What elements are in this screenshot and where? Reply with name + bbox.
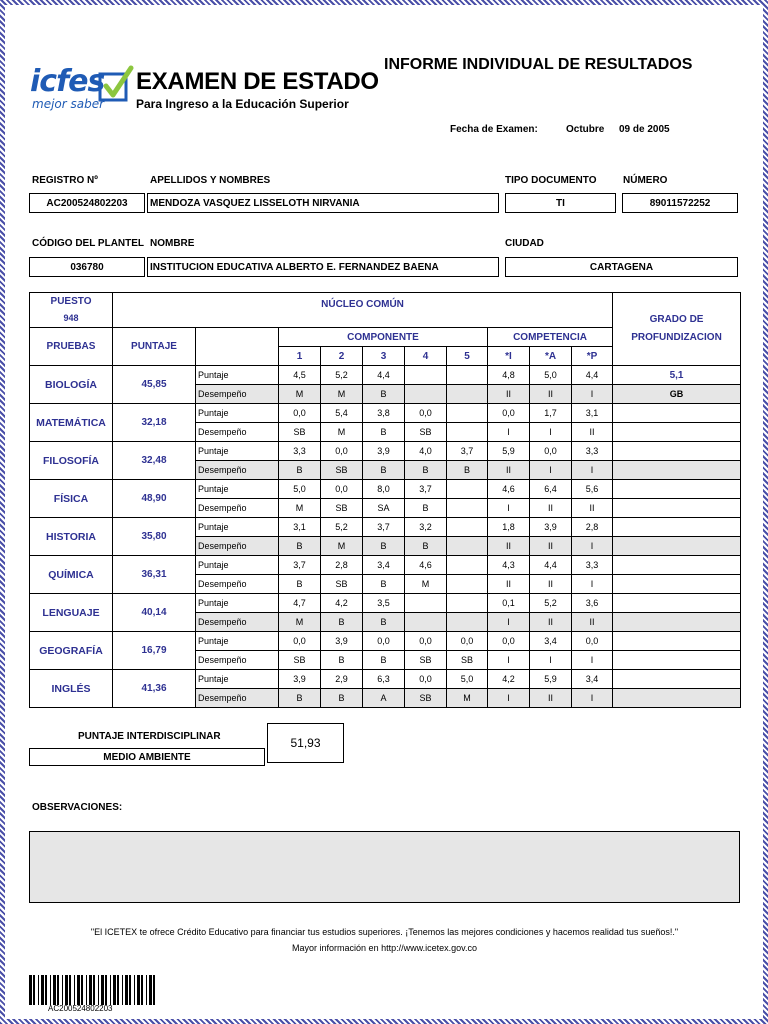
- registro-value: AC200524802203: [29, 193, 145, 213]
- puntaje-value: 4,6: [488, 480, 530, 499]
- subject-row-puntaje: [30, 670, 741, 689]
- subject-row-puntaje: [30, 518, 741, 537]
- row-label-desempeno: Desempeño: [196, 613, 279, 632]
- interdisciplinar-label: PUNTAJE INTERDISCIPLINAR: [78, 731, 221, 742]
- puntaje-value: 0,0: [530, 442, 572, 461]
- desempeno-value: [447, 423, 488, 442]
- desempeno-value: II: [530, 575, 572, 594]
- barcode-bar: [141, 975, 143, 1005]
- barcode-bar: [53, 975, 56, 1005]
- puntaje-header: PUNTAJE: [113, 328, 196, 366]
- puntaje-value: [405, 366, 447, 385]
- desempeno-value: I: [572, 575, 613, 594]
- barcode-bar: [62, 975, 63, 1005]
- puntaje-value: 4,2: [321, 594, 363, 613]
- puntaje-value: 3,5: [363, 594, 405, 613]
- puntaje-value: 5,0: [530, 366, 572, 385]
- desempeno-value: I: [572, 461, 613, 480]
- subject-name: INGLÉS: [30, 670, 113, 708]
- puntaje-value: 4,8: [488, 366, 530, 385]
- puntaje-value: 0,0: [447, 632, 488, 651]
- puntaje-value: [447, 480, 488, 499]
- desempeno-value: B: [321, 651, 363, 670]
- row-label-desempeno: Desempeño: [196, 537, 279, 556]
- subject-score: 35,80: [113, 518, 196, 556]
- subject-row-puntaje: [30, 594, 741, 613]
- puntaje-value: 4,6: [405, 556, 447, 575]
- barcode-bar: [81, 975, 83, 1005]
- subject-row-puntaje: [30, 442, 741, 461]
- row-label-desempeno: Desempeño: [196, 651, 279, 670]
- desempeno-value: M: [279, 613, 321, 632]
- desempeno-value: SB: [321, 575, 363, 594]
- subject-score: 41,36: [113, 670, 196, 708]
- row-label-puntaje: Puntaje: [196, 480, 279, 499]
- barcode-bar: [101, 975, 104, 1005]
- barcode-bar: [33, 975, 35, 1005]
- desempeno-value: II: [488, 537, 530, 556]
- puntaje-value: 0,0: [488, 632, 530, 651]
- row-label-puntaje: Puntaje: [196, 632, 279, 651]
- barcode-bar: [50, 975, 51, 1005]
- barcode-bar: [113, 975, 116, 1005]
- puntaje-value: 4,4: [572, 366, 613, 385]
- subject-score: 40,14: [113, 594, 196, 632]
- grado-desempeno: [613, 537, 741, 556]
- grado-value: [613, 442, 741, 461]
- desempeno-value: SB: [321, 461, 363, 480]
- puntaje-value: [447, 594, 488, 613]
- subject-score: 45,85: [113, 366, 196, 404]
- subject-score: 32,48: [113, 442, 196, 480]
- puntaje-value: 0,0: [488, 404, 530, 423]
- desempeno-value: [405, 613, 447, 632]
- desempeno-value: M: [279, 499, 321, 518]
- barcode-bar: [149, 975, 152, 1005]
- barcode-bar: [41, 975, 44, 1005]
- desempeno-value: B: [363, 613, 405, 632]
- barcode-bar: [38, 975, 39, 1005]
- desempeno-value: I: [488, 651, 530, 670]
- barcode-bar: [122, 975, 123, 1005]
- puntaje-value: 0,0: [279, 632, 321, 651]
- puntaje-value: 3,7: [405, 480, 447, 499]
- row-label-desempeno: Desempeño: [196, 385, 279, 404]
- desempeno-value: I: [572, 537, 613, 556]
- subject-score: 16,79: [113, 632, 196, 670]
- desempeno-value: [447, 537, 488, 556]
- barcode: [29, 975, 159, 1005]
- puntaje-value: 5,0: [447, 670, 488, 689]
- row-label-desempeno: Desempeño: [196, 689, 279, 708]
- desempeno-value: [447, 613, 488, 632]
- row-label-puntaje: Puntaje: [196, 366, 279, 385]
- puntaje-value: 3,3: [572, 556, 613, 575]
- puntaje-value: 3,4: [363, 556, 405, 575]
- barcode-bar: [77, 975, 80, 1005]
- desempeno-value: M: [405, 575, 447, 594]
- desempeno-value: B: [279, 461, 321, 480]
- puntaje-value: 5,9: [488, 442, 530, 461]
- puntaje-value: 5,4: [321, 404, 363, 423]
- nucleo-comun-header: NÚCLEO COMÚN: [113, 293, 613, 328]
- numero-value: 89011572252: [622, 193, 738, 213]
- grado-desempeno: GB: [613, 385, 741, 404]
- puntaje-value: 3,7: [363, 518, 405, 537]
- puntaje-value: 2,9: [321, 670, 363, 689]
- puntaje-value: 2,8: [321, 556, 363, 575]
- desempeno-value: B: [363, 385, 405, 404]
- desempeno-value: [447, 575, 488, 594]
- barcode-bar: [117, 975, 119, 1005]
- barcode-bar: [105, 975, 107, 1005]
- puesto-cell: [30, 293, 113, 328]
- puntaje-value: 6,3: [363, 670, 405, 689]
- puntaje-value: [447, 366, 488, 385]
- desempeno-value: SB: [279, 423, 321, 442]
- barcode-bar: [57, 975, 59, 1005]
- desempeno-value: II: [488, 575, 530, 594]
- desempeno-value: A: [363, 689, 405, 708]
- puntaje-value: 3,9: [530, 518, 572, 537]
- desempeno-value: B: [405, 537, 447, 556]
- barcode-bar: [93, 975, 95, 1005]
- desempeno-value: [447, 385, 488, 404]
- row-label-puntaje: Puntaje: [196, 556, 279, 575]
- desempeno-value: B: [405, 499, 447, 518]
- subject-score: 36,31: [113, 556, 196, 594]
- exam-subtitle: Para Ingreso a la Educación Superior: [136, 97, 349, 111]
- desempeno-value: B: [363, 651, 405, 670]
- puntaje-value: 3,9: [363, 442, 405, 461]
- desempeno-value: B: [363, 537, 405, 556]
- desempeno-value: [447, 499, 488, 518]
- puntaje-value: [447, 518, 488, 537]
- registro-label: REGISTRO Nº: [32, 175, 98, 186]
- puntaje-value: 1,7: [530, 404, 572, 423]
- barcode-bar: [110, 975, 111, 1005]
- desempeno-value: I: [488, 689, 530, 708]
- puntaje-value: 3,6: [572, 594, 613, 613]
- pruebas-header: PRUEBAS: [30, 328, 113, 366]
- grado-desempeno: [613, 423, 741, 442]
- puntaje-value: 0,1: [488, 594, 530, 613]
- puntaje-value: 3,3: [279, 442, 321, 461]
- desempeno-value: I: [530, 461, 572, 480]
- desempeno-value: B: [363, 423, 405, 442]
- subject-name: BIOLOGÍA: [30, 366, 113, 404]
- puntaje-value: 2,8: [572, 518, 613, 537]
- exam-title: EXAMEN DE ESTADO: [136, 68, 379, 95]
- grado-header: GRADO DE PROFUNDIZACION: [613, 293, 741, 366]
- puntaje-value: 3,9: [321, 632, 363, 651]
- tipo-doc-label: TIPO DOCUMENTO: [505, 175, 597, 186]
- codigo-value: 036780: [29, 257, 145, 277]
- codigo-label: CÓDIGO DEL PLANTEL: [32, 238, 145, 249]
- barcode-bar: [69, 975, 71, 1005]
- desempeno-value: II: [488, 461, 530, 480]
- puntaje-value: 3,4: [572, 670, 613, 689]
- row-label-desempeno: Desempeño: [196, 499, 279, 518]
- barcode-bar: [129, 975, 131, 1005]
- desempeno-value: I: [572, 651, 613, 670]
- desempeno-value: II: [530, 499, 572, 518]
- grado-value: [613, 594, 741, 613]
- grado-value: 5,1: [613, 366, 741, 385]
- nombre-value: INSTITUCION EDUCATIVA ALBERTO E. FERNANDEZ BAENA: [147, 257, 499, 277]
- barcode-bar: [134, 975, 135, 1005]
- puntaje-value: 0,0: [572, 632, 613, 651]
- desempeno-value: B: [363, 575, 405, 594]
- desempeno-value: II: [530, 537, 572, 556]
- puntaje-value: 4,4: [363, 366, 405, 385]
- desempeno-value: B: [447, 461, 488, 480]
- exam-date-label: Fecha de Examen:: [450, 124, 538, 135]
- desempeno-value: SB: [405, 423, 447, 442]
- grado-value: [613, 556, 741, 575]
- report-title: INFORME INDIVIDUAL DE RESULTADOS: [384, 56, 693, 73]
- grado-desempeno: [613, 499, 741, 518]
- grado-value: [613, 404, 741, 423]
- desempeno-value: II: [530, 613, 572, 632]
- desempeno-value: M: [321, 537, 363, 556]
- barcode-bar: [89, 975, 92, 1005]
- desempeno-value: B: [363, 461, 405, 480]
- desempeno-value: SB: [405, 651, 447, 670]
- barcode-bar: [65, 975, 68, 1005]
- grado-value: [613, 518, 741, 537]
- barcode-bar: [29, 975, 32, 1005]
- puntaje-value: 4,4: [530, 556, 572, 575]
- grado-desempeno: [613, 689, 741, 708]
- desempeno-value: B: [279, 689, 321, 708]
- barcode-text: AC200524802203: [48, 1004, 113, 1013]
- barcode-bar: [146, 975, 147, 1005]
- desempeno-value: M: [279, 385, 321, 404]
- subject-name: FÍSICA: [30, 480, 113, 518]
- interdisciplinar-score: 51,93: [267, 723, 344, 763]
- comp-header: 4: [405, 347, 447, 366]
- barcode-bar: [98, 975, 99, 1005]
- puesto-label: PUESTO: [50, 296, 92, 307]
- comp-header: 1: [279, 347, 321, 366]
- puntaje-value: 4,5: [279, 366, 321, 385]
- barcode-bar: [86, 975, 87, 1005]
- numero-label: NÚMERO: [623, 175, 668, 186]
- desempeno-value: SB: [405, 689, 447, 708]
- barcode-bar: [45, 975, 47, 1005]
- subject-score: 48,90: [113, 480, 196, 518]
- puntaje-value: 0,0: [363, 632, 405, 651]
- row-label-desempeno: Desempeño: [196, 423, 279, 442]
- desempeno-value: SB: [321, 499, 363, 518]
- puntaje-value: 3,2: [405, 518, 447, 537]
- puntaje-value: 3,9: [279, 670, 321, 689]
- row-label-puntaje: Puntaje: [196, 594, 279, 613]
- puntaje-value: [405, 594, 447, 613]
- compet-header: *P: [572, 347, 613, 366]
- footer-line1: "El ICETEX te ofrece Crédito Educativo para financiar tus estudios superiores. ¡Tenemos las mejores condiciones y hacemos realidad tus sueños!.": [90, 927, 679, 937]
- puntaje-value: 0,0: [405, 404, 447, 423]
- nombre-label: NOMBRE: [150, 238, 195, 249]
- puntaje-value: 1,8: [488, 518, 530, 537]
- desempeno-value: II: [572, 613, 613, 632]
- compet-header: *I: [488, 347, 530, 366]
- subject-name: MATEMÁTICA: [30, 404, 113, 442]
- grado-desempeno: [613, 651, 741, 670]
- puntaje-value: 8,0: [363, 480, 405, 499]
- puesto-value: 948: [63, 313, 79, 323]
- comp-header: 2: [321, 347, 363, 366]
- puntaje-value: 3,4: [530, 632, 572, 651]
- barcode-bar: [137, 975, 140, 1005]
- subject-name: QUÍMICA: [30, 556, 113, 594]
- desempeno-value: [405, 385, 447, 404]
- comp-header: 3: [363, 347, 405, 366]
- desempeno-value: II: [488, 385, 530, 404]
- competencia-header: COMPETENCIA: [488, 328, 613, 347]
- puntaje-value: 3,7: [279, 556, 321, 575]
- puntaje-value: 4,7: [279, 594, 321, 613]
- interdisciplinar-area: MEDIO AMBIENTE: [29, 748, 265, 766]
- subject-row-puntaje: [30, 366, 741, 385]
- grado-desempeno: [613, 613, 741, 632]
- desempeno-value: SA: [363, 499, 405, 518]
- subject-row-puntaje: [30, 632, 741, 651]
- ciudad-label: CIUDAD: [505, 238, 544, 249]
- observaciones-label: OBSERVACIONES:: [32, 802, 123, 813]
- row-label-desempeno: Desempeño: [196, 461, 279, 480]
- desempeno-value: I: [572, 385, 613, 404]
- nombres-label: APELLIDOS Y NOMBRES: [150, 175, 271, 186]
- puntaje-value: 3,8: [363, 404, 405, 423]
- subject-name: HISTORIA: [30, 518, 113, 556]
- barcode-bar: [125, 975, 128, 1005]
- puntaje-value: 0,0: [405, 670, 447, 689]
- puntaje-value: 5,6: [572, 480, 613, 499]
- checkmark-icon: [98, 64, 134, 106]
- barcode-bar: [74, 975, 75, 1005]
- row-label-puntaje: Puntaje: [196, 442, 279, 461]
- puntaje-value: 5,9: [530, 670, 572, 689]
- desempeno-value: I: [530, 651, 572, 670]
- desempeno-value: SB: [447, 651, 488, 670]
- puntaje-value: [447, 556, 488, 575]
- puntaje-value: 3,3: [572, 442, 613, 461]
- desempeno-value: SB: [279, 651, 321, 670]
- subject-name: FILOSOFÍA: [30, 442, 113, 480]
- desempeno-value: B: [405, 461, 447, 480]
- desempeno-value: I: [488, 499, 530, 518]
- row-label-puntaje: Puntaje: [196, 518, 279, 537]
- desempeno-value: M: [321, 385, 363, 404]
- desempeno-value: II: [530, 385, 572, 404]
- exam-date-day: 09 de 2005: [619, 124, 670, 135]
- puntaje-value: 6,4: [530, 480, 572, 499]
- desempeno-value: I: [488, 613, 530, 632]
- nombres-value: MENDOZA VASQUEZ LISSELOTH NIRVANIA: [147, 193, 499, 213]
- desempeno-value: M: [447, 689, 488, 708]
- icfes-logo: icfes: [30, 64, 105, 99]
- puntaje-value: 5,0: [279, 480, 321, 499]
- row-label-desempeno: Desempeño: [196, 575, 279, 594]
- ciudad-value: CARTAGENA: [505, 257, 738, 277]
- desempeno-value: II: [572, 423, 613, 442]
- puntaje-value: 4,2: [488, 670, 530, 689]
- footer-line2: Mayor información en http://www.icetex.gov.co: [292, 943, 477, 953]
- puntaje-value: [447, 404, 488, 423]
- barcode-bar: [153, 975, 155, 1005]
- subject-row-puntaje: [30, 556, 741, 575]
- desempeno-value: I: [572, 689, 613, 708]
- observaciones-box: [29, 831, 740, 903]
- grado-value: [613, 632, 741, 651]
- compet-header: *A: [530, 347, 572, 366]
- subject-score: 32,18: [113, 404, 196, 442]
- puntaje-value: 0,0: [321, 442, 363, 461]
- puntaje-value: 4,3: [488, 556, 530, 575]
- results-table: [29, 292, 741, 708]
- desempeno-value: B: [279, 537, 321, 556]
- desempeno-value: I: [530, 423, 572, 442]
- desempeno-value: I: [488, 423, 530, 442]
- row-label-puntaje: Puntaje: [196, 404, 279, 423]
- subject-name: GEOGRAFÍA: [30, 632, 113, 670]
- desempeno-value: B: [321, 689, 363, 708]
- desempeno-value: II: [572, 499, 613, 518]
- puntaje-value: 5,2: [321, 366, 363, 385]
- puntaje-value: 5,2: [321, 518, 363, 537]
- logo-tagline: mejor saber: [32, 97, 105, 111]
- subject-row-puntaje: [30, 480, 741, 499]
- tipo-doc-value: TI: [505, 193, 616, 213]
- grado-value: [613, 670, 741, 689]
- puntaje-value: 3,7: [447, 442, 488, 461]
- grado-value: [613, 480, 741, 499]
- grado-desempeno: [613, 461, 741, 480]
- subject-name: LENGUAJE: [30, 594, 113, 632]
- puntaje-value: 4,0: [405, 442, 447, 461]
- puntaje-value: 3,1: [279, 518, 321, 537]
- puntaje-value: 3,1: [572, 404, 613, 423]
- puntaje-value: 0,0: [405, 632, 447, 651]
- row-label-puntaje: Puntaje: [196, 670, 279, 689]
- componente-header: COMPONENTE: [279, 328, 488, 347]
- comp-header: 5: [447, 347, 488, 366]
- grado-desempeno: [613, 575, 741, 594]
- blank-header: [196, 328, 279, 366]
- puntaje-value: 5,2: [530, 594, 572, 613]
- puntaje-value: 0,0: [279, 404, 321, 423]
- exam-date-month: Octubre: [566, 124, 605, 135]
- desempeno-value: II: [530, 689, 572, 708]
- desempeno-value: B: [321, 613, 363, 632]
- desempeno-value: M: [321, 423, 363, 442]
- subject-row-puntaje: [30, 404, 741, 423]
- desempeno-value: B: [279, 575, 321, 594]
- puntaje-value: 0,0: [321, 480, 363, 499]
